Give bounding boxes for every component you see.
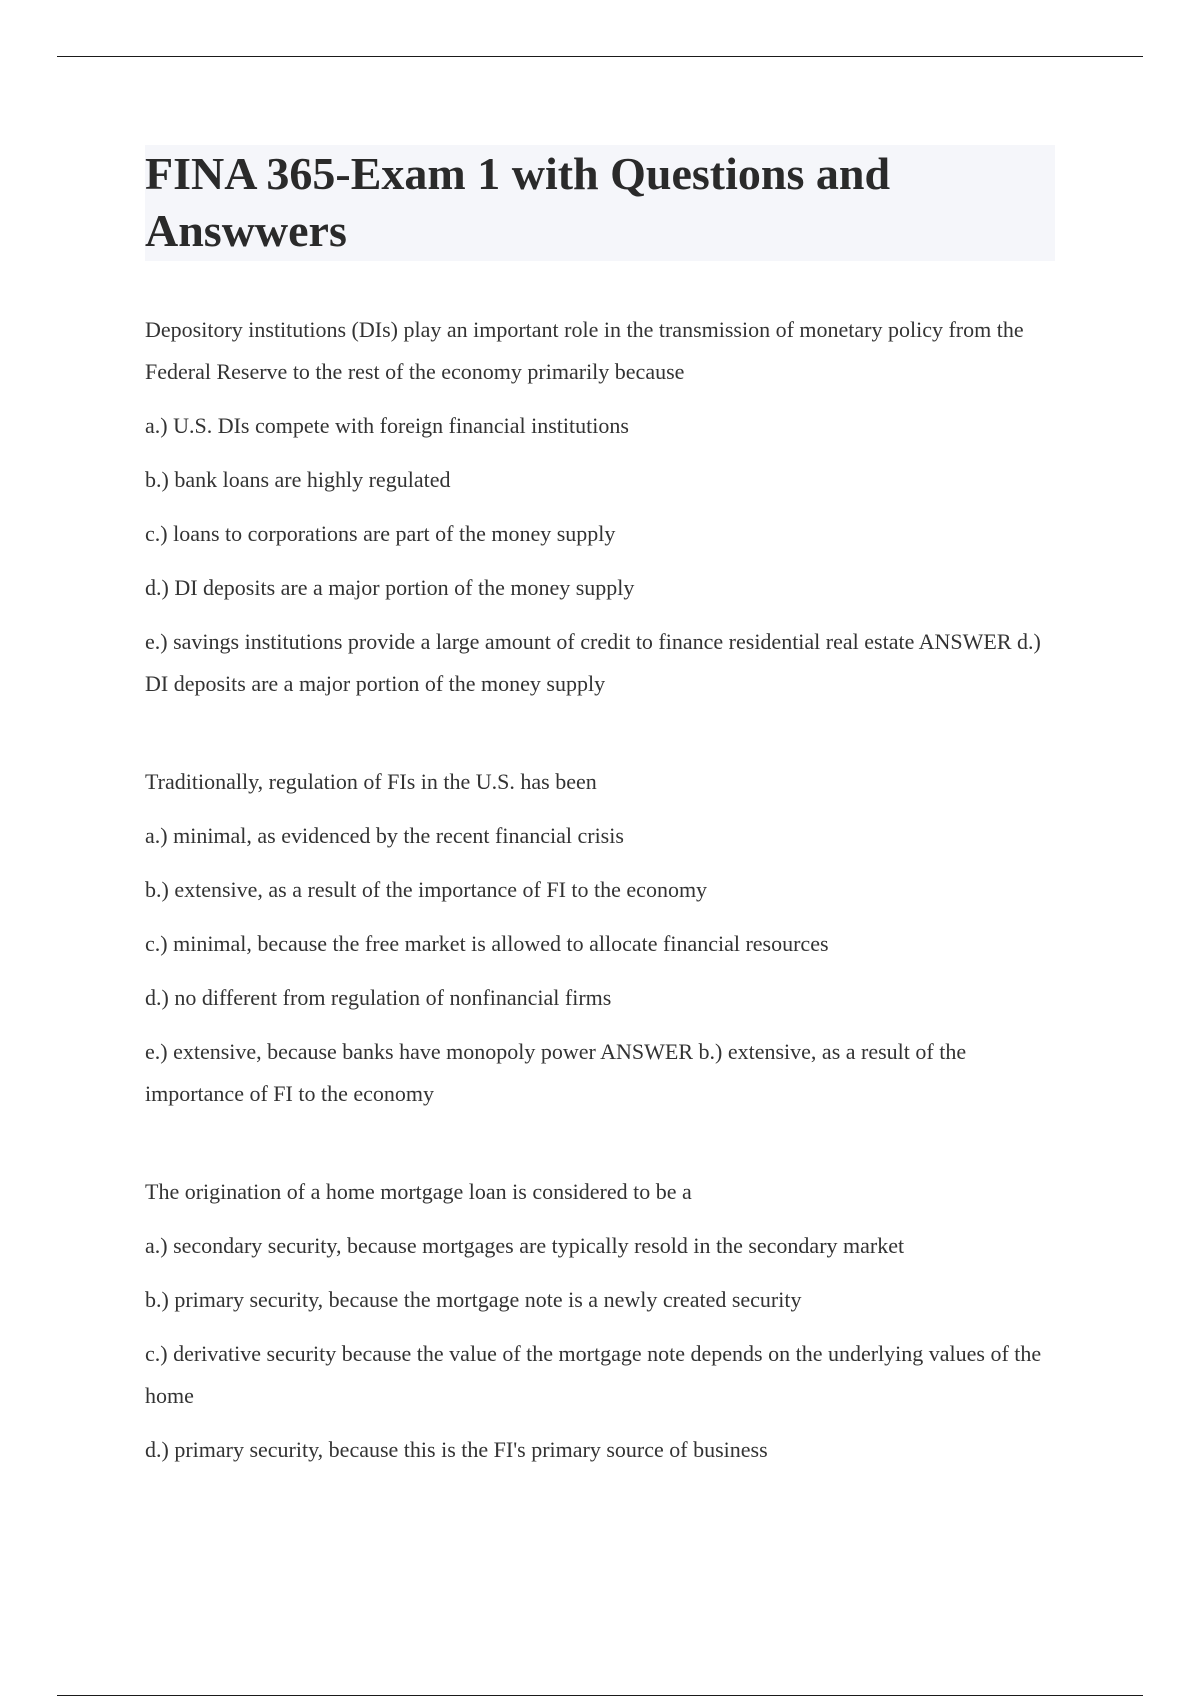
answer-option: c.) minimal, because the free market is allowed to allocate financial resources [145,931,829,956]
answer-option: c.) loans to corporations are part of the money supply [145,521,616,546]
question-3 [145,1171,1055,1471]
answer-option: b.) primary security, because the mortgage note is a newly created security [145,1287,802,1312]
question-2 [145,761,1055,1115]
document-title: FINA 365-Exam 1 with Questions and Answwers [145,148,891,256]
answer-option: c.) derivative security because the value of the mortgage note depends on the underlying values of the home [145,1341,1042,1408]
document-body [145,145,1055,1527]
answer-option-with-answer: e.) savings institutions provide a large amount of credit to finance residential real estate ANSWER d.) DI deposits are a major portion of the money supply [145,629,1041,696]
answer-option: b.) extensive, as a result of the importance of FI to the economy [145,877,708,902]
answer-option: b.) bank loans are highly regulated [145,467,451,492]
answer-option: d.) DI deposits are a major portion of the money supply [145,575,635,600]
top-divider [57,56,1143,57]
question-stem: Traditionally, regulation of FIs in the U.S. has been [145,769,597,794]
answer-option-with-answer: e.) extensive, because banks have monopoly power ANSWER b.) extensive, as a result of the importance of FI to the economy [145,1039,967,1106]
answer-option: a.) U.S. DIs compete with foreign financial institutions [145,413,629,438]
title-banner [145,145,1055,261]
question-stem: The origination of a home mortgage loan is considered to be a [145,1179,692,1204]
answer-option: a.) minimal, as evidenced by the recent financial crisis [145,823,624,848]
question-stem: Depository institutions (DIs) play an important role in the transmission of monetary policy from the Federal Reserve to the rest of the economy primarily because [145,317,1024,384]
answer-option: d.) no different from regulation of nonfinancial firms [145,985,612,1010]
answer-option: d.) primary security, because this is the FI's primary source of business [145,1437,768,1462]
question-1 [145,309,1055,705]
bottom-divider [57,1695,1143,1696]
answer-option: a.) secondary security, because mortgages are typically resold in the secondary market [145,1233,905,1258]
